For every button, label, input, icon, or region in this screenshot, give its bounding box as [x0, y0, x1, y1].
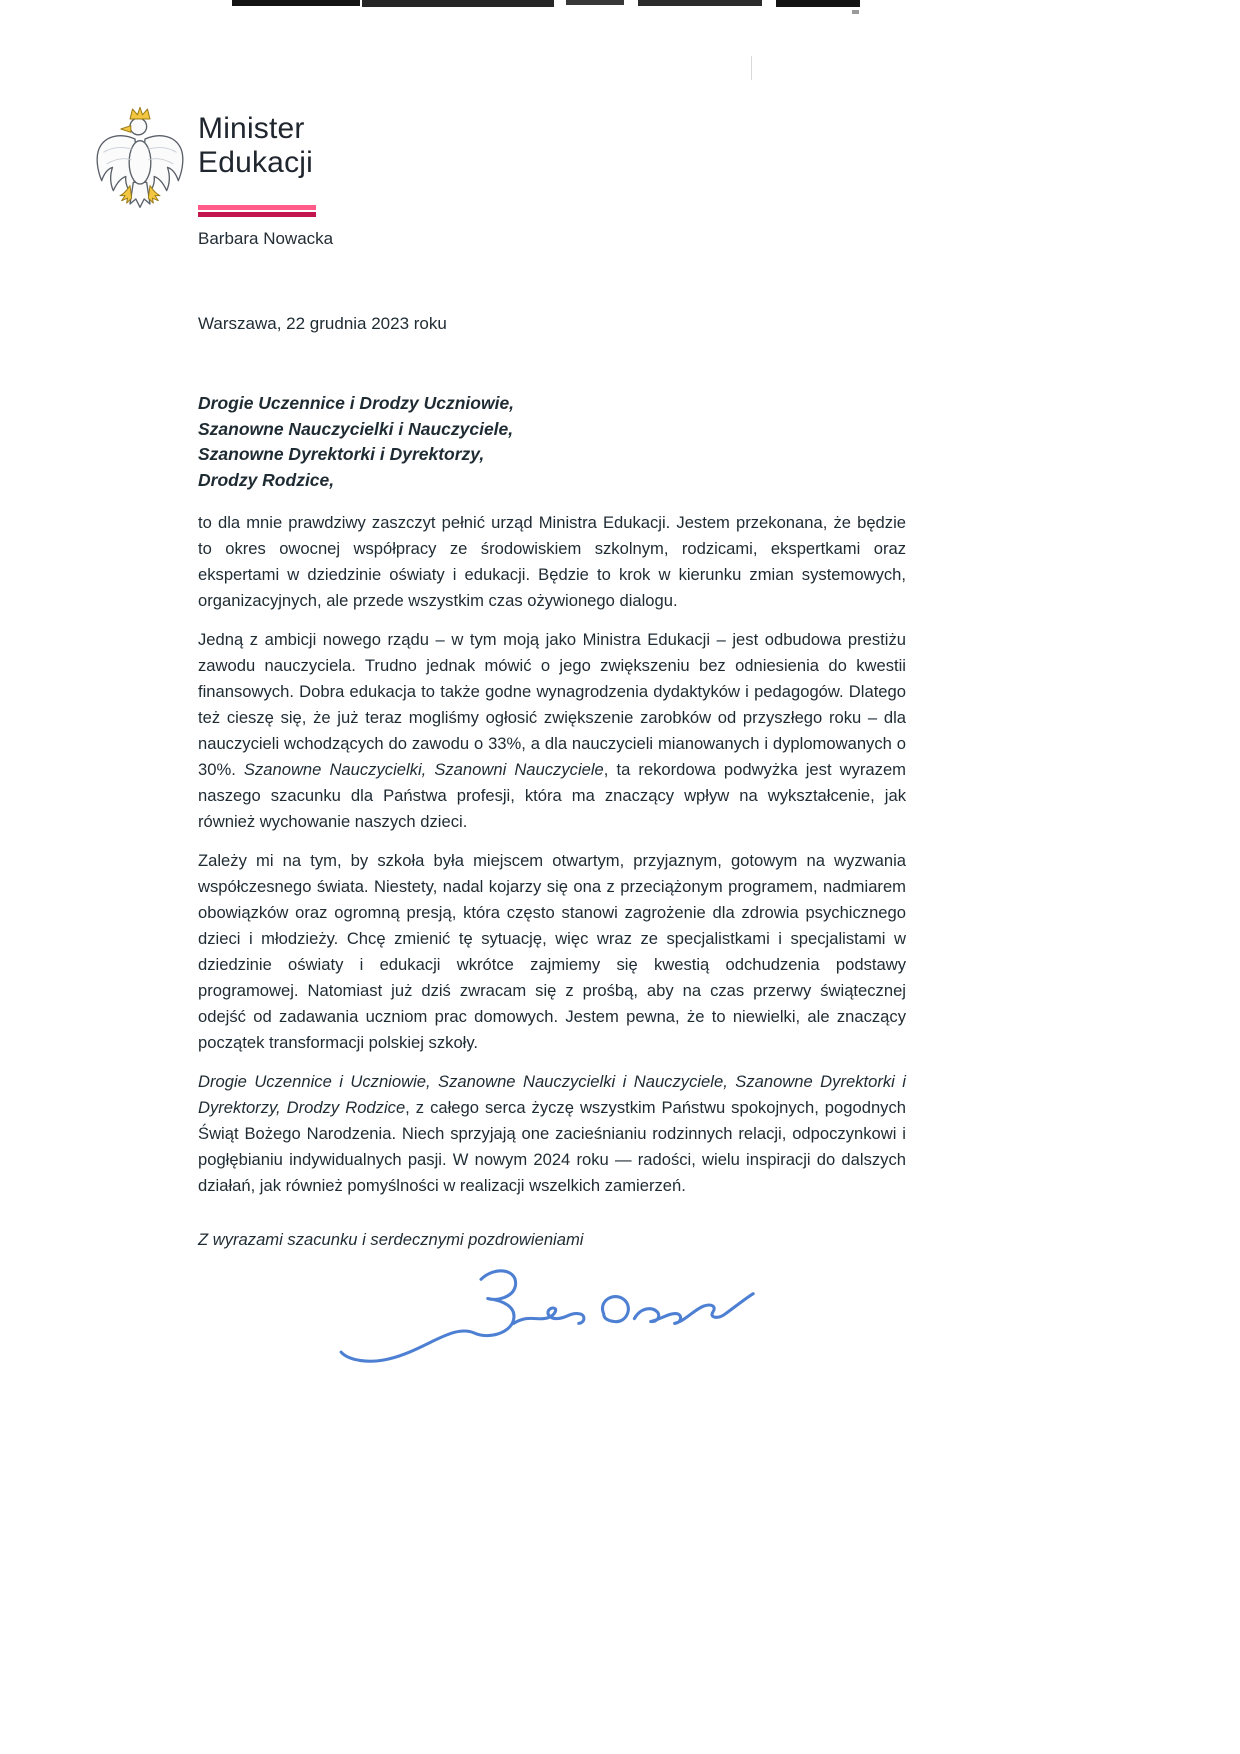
- ministry-title-line2: Edukacji: [198, 146, 313, 179]
- minister-name: Barbara Nowacka: [198, 229, 334, 248]
- salutation-line: Szanowne Nauczycielki i Nauczyciele,: [198, 418, 514, 439]
- letter-paragraph: [198, 627, 906, 835]
- paragraph-segment: , z całego serca życzę wszystkim Państwu spokojnych, pogodnych Świąt Bożego Narodzenia. Niech sprzyjają one zacieśnianiu rodzinnych relacji, odpoczynkowi i pogłębianiu indywidualnych pasji. W nowym 2024 roku — radości, wielu inspiracji do dalszych działań, jak również pomyślności w realizacji wszelkich zamierzeń.: [198, 1098, 906, 1195]
- ministry-title: [198, 112, 313, 180]
- scan-artifact: [776, 0, 860, 7]
- brand-accent-bars: [198, 205, 316, 217]
- dateline: Warszawa, 22 grudnia 2023 roku: [198, 314, 447, 333]
- letter-paragraph: [198, 510, 906, 614]
- accent-bar-pink: [198, 205, 316, 210]
- polish-eagle-coat-of-arms-icon: [90, 104, 190, 218]
- salutation: [198, 391, 906, 493]
- letter-content: [198, 314, 906, 1379]
- letter-body: [198, 510, 906, 1199]
- paragraph-segment-italic: Drogie Uczennice i Uczniowie, Szanowne Nauczycielki i Nauczyciele, Szanowne Dyrektorki i Dyrektorzy, Drodzy Rodzice: [198, 1072, 906, 1117]
- paragraph-segment: to dla mnie prawdziwy zaszczyt pełnić urząd Ministra Edukacji. Jestem przekonana, że będzie to okres owocnej współpracy ze środowiskiem szkolnym, rodzicami, ekspertkami oraz ekspertami w dziedzinie oświaty i edukacji. Będzie to krok w kierunku zmian systemowych, organizacyjnych, ale przede wszystkim czas ożywionego dialogu.: [198, 513, 906, 610]
- scan-artifact: [638, 0, 762, 6]
- scan-artifact: [852, 10, 859, 14]
- scan-artifact: [362, 0, 554, 7]
- accent-bar-crimson: [198, 212, 316, 217]
- paragraph-segment-italic: Szanowne Nauczycielki, Szanowni Nauczyciele: [243, 760, 604, 779]
- scan-artifact: [566, 0, 624, 5]
- paragraph-segment: Jedną z ambicji nowego rządu – w tym moją jako Ministra Edukacji – jest odbudowa prestiżu zawodu nauczyciela. Trudno jednak mówić o jego zwiększeniu bez odniesienia do kwestii finansowych. Dobra edukacja to także godne wynagrodzenia dydaktyków i pedagogów. Dlatego też cieszę się, że już teraz mogliśmy ogłosić zwiększenie zarobków od przyszłego roku – dla nauczycieli wchodzących do zawodu o 33%, a dla nauczycieli mianowanych i dyplomowanych o 30%.: [198, 630, 906, 779]
- paragraph-segment: , ta rekordowa podwyżka jest wyrazem naszego szacunku dla Państwa profesji, która ma znaczący wpływ na wykształcenie, jak również wychowanie naszych dzieci.: [198, 760, 906, 831]
- paragraph-segment: Zależy mi na tym, by szkoła była miejscem otwartym, przyjaznym, gotowym na wyzwania współczesnego świata. Niestety, nadal kojarzy się ona z przeciążonym programem, nadmiarem obowiązków oraz ogromną presją, która często stanowi zagrożenie dla zdrowia psychicznego dzieci i młodzieży. Chcę zmienić tę sytuację, więc wraz ze specjalistkami i specjalistami w dziedzinie oświaty i edukacji wkrótce zajmiemy się kwestią odchudzenia podstawy programowej. Natomiast już dziś zwracam się z prośbą, aby na czas przerwy świątecznej odejść od zadawania uczniom prac domowych. Jestem pewna, że to niewielki, ale znaczący początek transformacji polskiej szkoły.: [198, 851, 906, 1052]
- ministry-title-line1: Minister: [198, 112, 305, 145]
- salutation-line: Szanowne Dyrektorki i Dyrektorzy,: [198, 444, 485, 464]
- salutation-line: Drogie Uczennice i Drodzy Uczniowie,: [198, 393, 515, 413]
- letter-paragraph: [198, 1069, 906, 1199]
- scan-artifact: [751, 56, 752, 80]
- closing-line: Z wyrazami szacunku i serdecznymi pozdrowieniami: [198, 1230, 584, 1249]
- handwritten-signature: [328, 1264, 773, 1379]
- salutation-line: Drodzy Rodzice,: [198, 469, 335, 490]
- letter-paragraph: [198, 848, 906, 1056]
- scan-artifact: [232, 0, 360, 6]
